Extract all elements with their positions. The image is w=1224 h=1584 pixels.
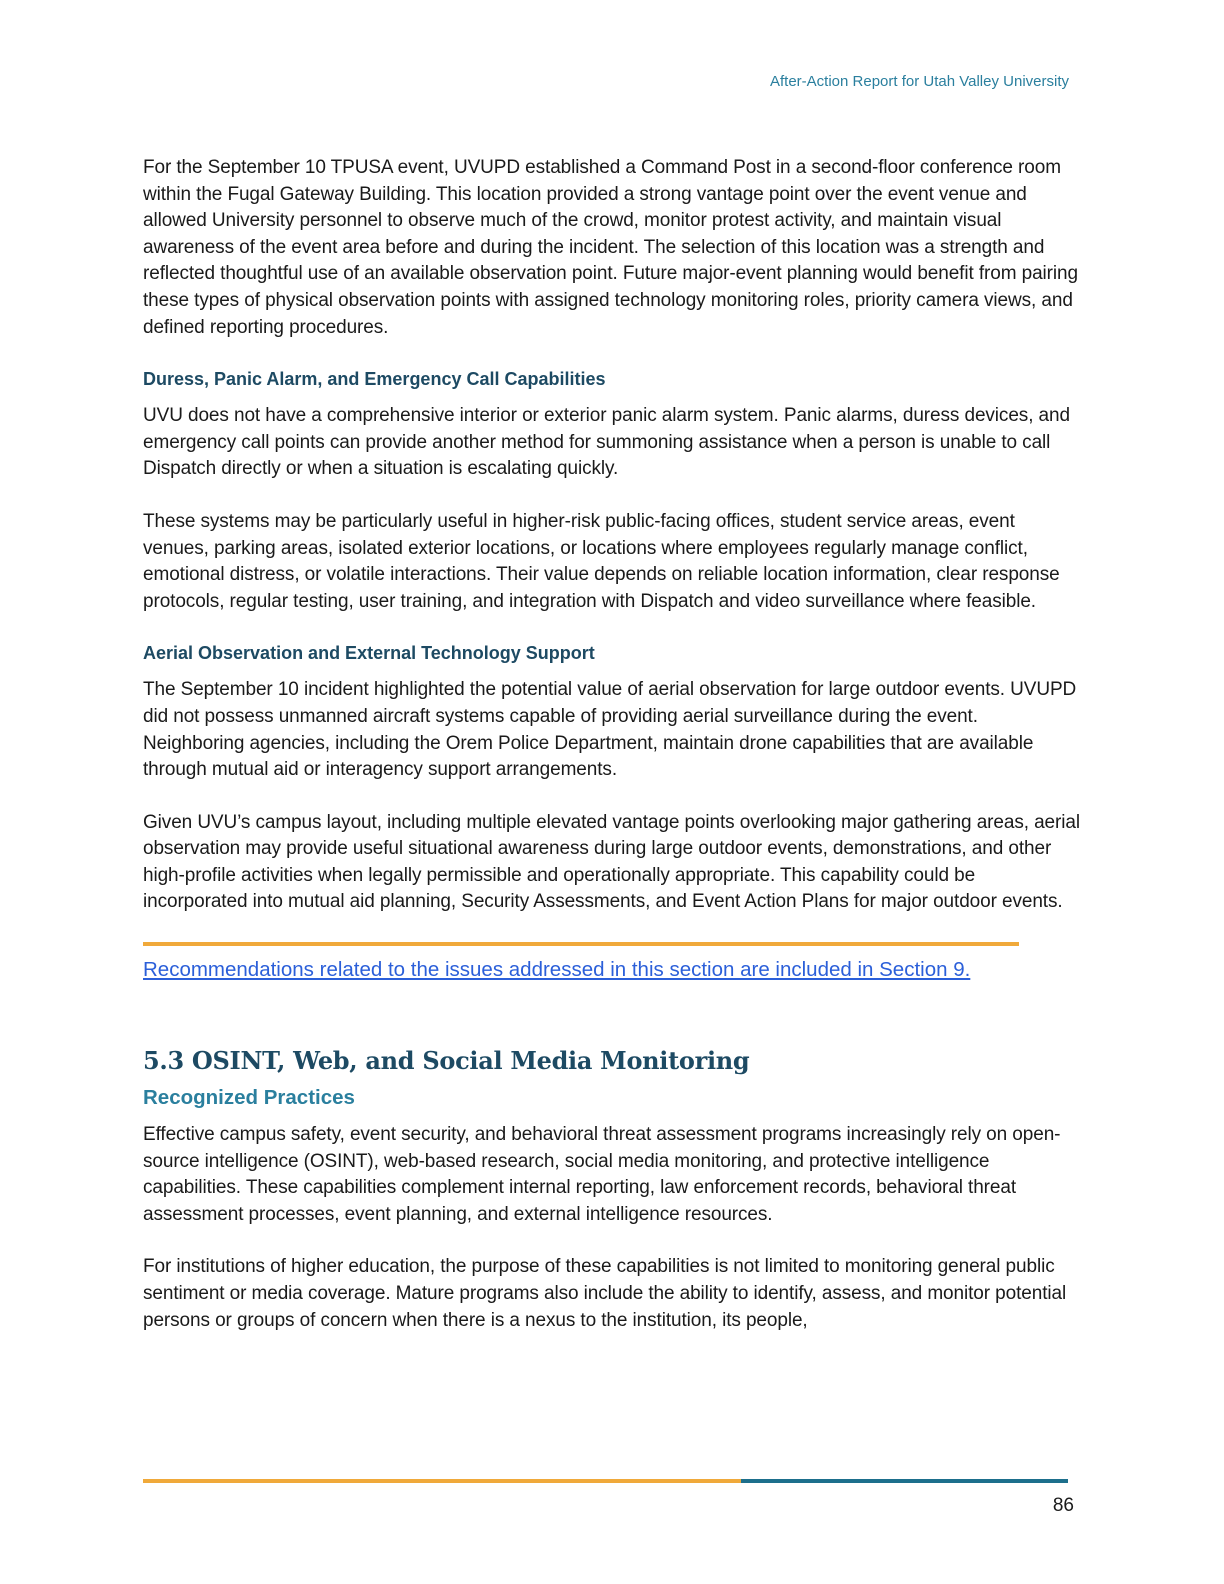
spacer xyxy=(143,341,1083,367)
spacer xyxy=(143,1228,1083,1254)
running-header: After-Action Report for Utah Valley University xyxy=(770,73,1069,90)
aerial-paragraph-2: Given UVU’s campus layout, including multiple elevated vantage points overlooking major gathering areas, aerial observation may provide useful situational awareness during large outdoor events, demonstrations, and other high-profile activities when legally permissible and operationally appropriate. This capability could be incorporated into mutual aid planning, Security Assessments, and Event Action Plans for major outdoor events. xyxy=(143,811,1080,913)
footer-rule-teal xyxy=(741,1479,1068,1483)
duress-paragraph-1: UVU does not have a comprehensive interior or exterior panic alarm system. Panic alarms, duress devices, and emergency call points can provide another method for summoning assistance when a person is unable to call Dispatch directly or when a situation is escalating quickly. xyxy=(143,405,1070,480)
aerial-heading: Aerial Observation and External Technology Support xyxy=(143,643,595,664)
spacer xyxy=(143,1112,1083,1122)
spacer xyxy=(143,615,1083,641)
intro-paragraph: For the September 10 TPUSA event, UVUPD established a Command Post in a second-floor conference room within the Fugal Gateway Building. This location provided a strong vantage point over the event venue and allowed University personnel to observe much of the crowd, monitor protest activity, and maintain visual awareness of the event area before and during the incident. The selection of this location was a strength and reflected thoughtful use of an available observation point. Future major-event planning would benefit from pairing these types of physical observation points with assigned technology monitoring roles, priority camera views, and defined reporting procedures. xyxy=(143,157,1078,338)
spacer xyxy=(143,665,1083,677)
footer-rule xyxy=(143,1479,1068,1483)
recommendations-link[interactable]: Recommendations related to the issues addressed in this section are included in Section 9. xyxy=(143,958,971,982)
spacer xyxy=(143,916,1083,942)
duress-heading: Duress, Panic Alarm, and Emergency Call Capabilities xyxy=(143,369,606,390)
footer-rule-orange xyxy=(143,1479,741,1483)
osint-paragraph-2: For institutions of higher education, the purpose of these capabilities is not limited to monitoring general public sentiment or media coverage. Mature programs also include the ability to identify, assess, and monitor potential persons or groups of concern when there is a nexus to the institution, its people, xyxy=(143,1256,1067,1331)
spacer xyxy=(143,946,1083,956)
duress-paragraph-2: These systems may be particularly useful in higher-risk public-facing offices, student service areas, event venues, parking areas, isolated exterior locations, or locations where employees regularly manage conflict, emotional distress, or volatile interactions. Their value depends on reliable location information, clear response protocols, regular testing, user training, and integration with Dispatch and video surveillance where feasible. xyxy=(143,510,1060,612)
recognized-practices-heading: Recognized Practices xyxy=(143,1086,355,1110)
page-content xyxy=(143,155,1083,1334)
spacer xyxy=(143,784,1083,810)
spacer xyxy=(143,483,1083,509)
spacer xyxy=(143,1076,1083,1084)
page-number: 86 xyxy=(1052,1495,1074,1516)
section-heading-5-3: 5.3 OSINT, Web, and Social Media Monitoring xyxy=(143,1046,750,1076)
osint-paragraph-1: Effective campus safety, event security, and behavioral threat assessment programs increasingly rely on open-source intelligence (OSINT), web-based research, social media monitoring, and protective intelligence capabilities. These capabilities complement internal reporting, law enforcement records, behavioral threat assessment processes, event planning, and external intelligence resources. xyxy=(143,1124,1061,1225)
aerial-paragraph-1: The September 10 incident highlighted the potential value of aerial observation for large outdoor events. UVUPD did not possess unmanned aircraft systems capable of providing aerial surveillance during the event. Neighboring agencies, including the Orem Police Department, maintain drone capabilities that are available through mutual aid or interagency support arrangements. xyxy=(143,679,1077,781)
spacer xyxy=(143,391,1083,403)
spacer xyxy=(143,984,1083,1046)
